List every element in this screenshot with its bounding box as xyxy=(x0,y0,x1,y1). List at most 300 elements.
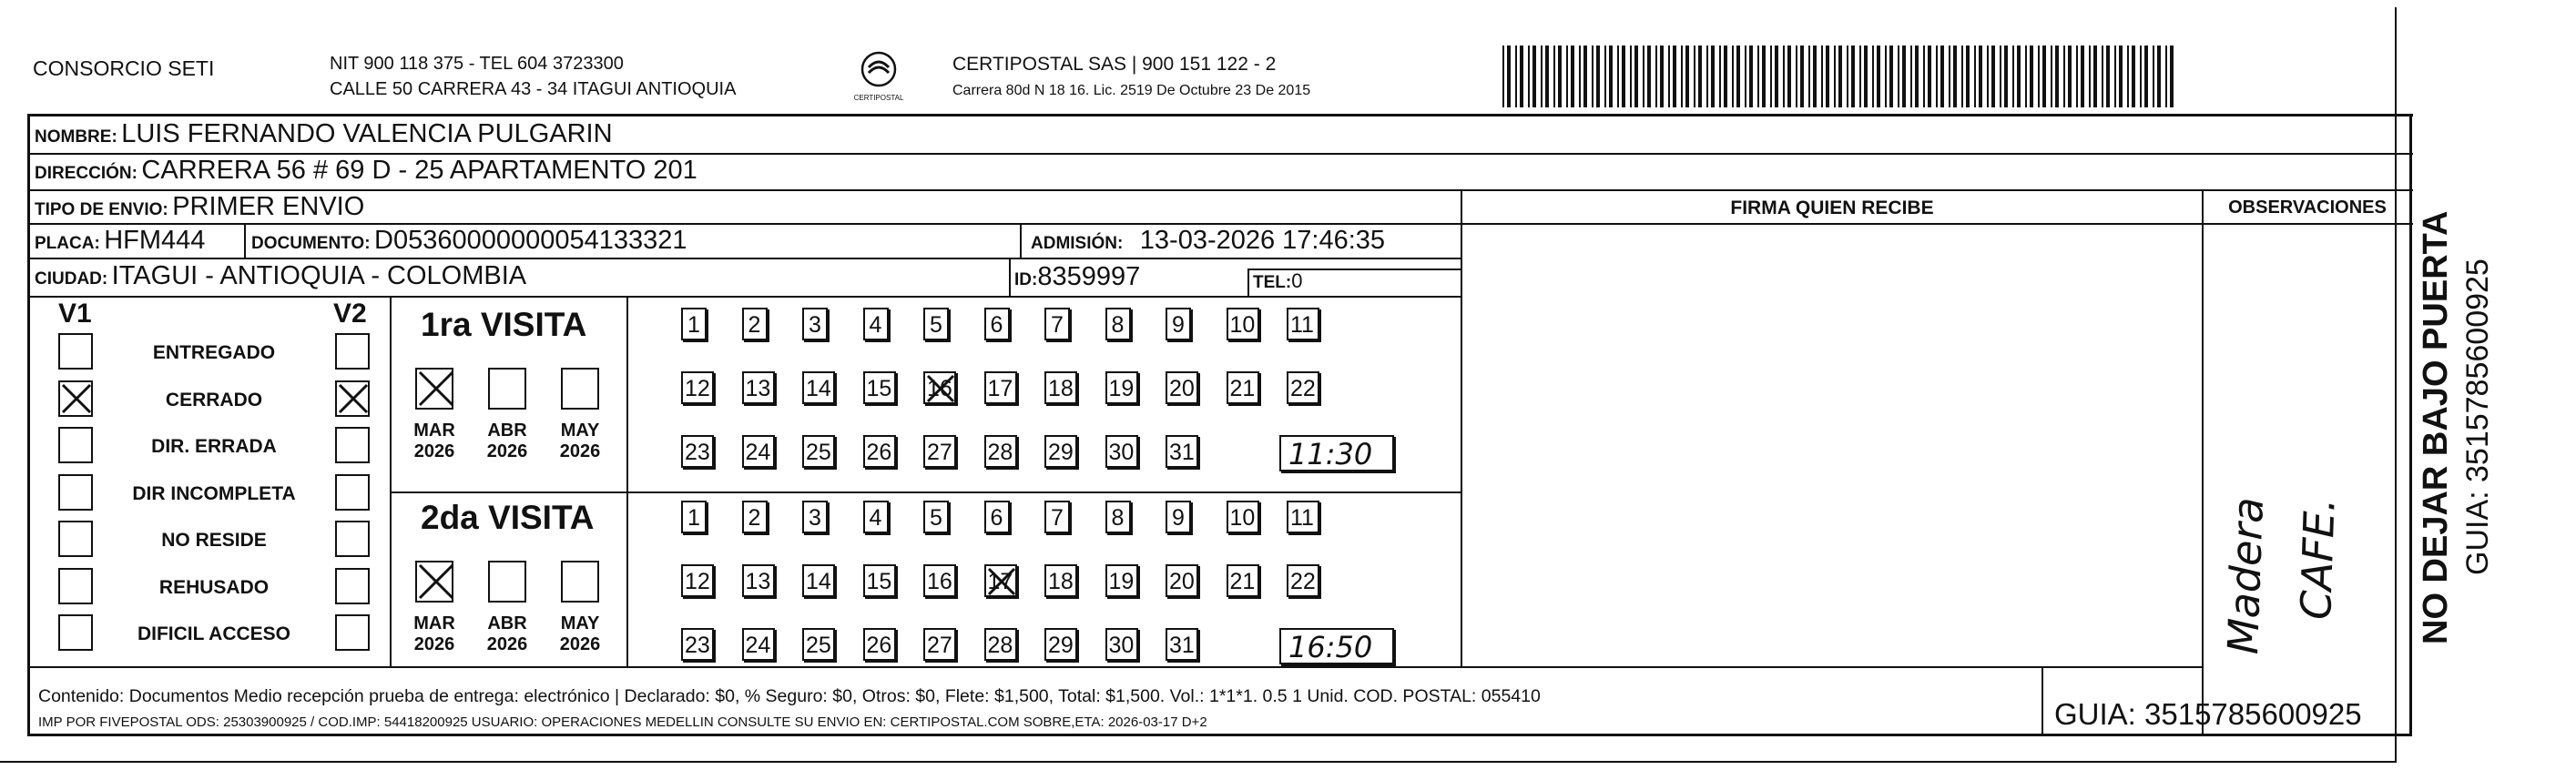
visit-day-number: 25 xyxy=(806,633,831,658)
visit-day-number: 24 xyxy=(745,633,771,658)
v1-checkbox[interactable] xyxy=(58,521,93,557)
visit-day-box[interactable] xyxy=(863,371,896,404)
sheet-bottom-edge xyxy=(0,761,2397,763)
id-value: 8359997 xyxy=(1037,262,1141,291)
barcode-bar xyxy=(2170,46,2174,107)
barcode-bar xyxy=(2051,46,2052,107)
visit-day-number: 18 xyxy=(1048,569,1074,594)
barcode-bar xyxy=(1979,46,1982,107)
handwritten-x-mark xyxy=(417,562,455,601)
barcode-bar xyxy=(1520,46,1523,107)
visit-day-box[interactable] xyxy=(802,564,835,597)
barcode-bar xyxy=(2081,46,2084,107)
form-left-border xyxy=(27,114,30,735)
svg-text:CERTIPOSTAL: CERTIPOSTAL xyxy=(853,94,904,102)
v1-checkbox[interactable] xyxy=(58,333,93,370)
barcode-bar xyxy=(2042,46,2046,107)
barcode-bar xyxy=(1579,46,1581,107)
barcode-bar xyxy=(1507,46,1511,107)
visit-day-number: 17 xyxy=(987,569,1013,594)
barcode-bar xyxy=(1558,46,1562,107)
visit-day-box[interactable] xyxy=(863,435,896,468)
barcode-bar xyxy=(1502,46,1504,107)
visit-day-box[interactable] xyxy=(1227,371,1259,404)
visit-month-checkbox[interactable] xyxy=(415,561,453,603)
barcode-bar xyxy=(2106,46,2110,107)
cell-divider xyxy=(1247,268,1249,296)
barcode-bar xyxy=(1609,46,1613,107)
visit-day-number: 10 xyxy=(1229,505,1256,531)
barcode-bar xyxy=(1838,46,1842,107)
visit-time-handwritten: 16:50 xyxy=(1288,630,1373,664)
visit-month-checkbox[interactable] xyxy=(488,561,526,603)
visit-day-number: 24 xyxy=(745,440,771,465)
visit-day-number: 16 xyxy=(927,569,952,594)
visit-day-box[interactable] xyxy=(1044,501,1070,533)
visit-day-box[interactable] xyxy=(1105,628,1138,661)
barcode-bar xyxy=(2119,46,2123,107)
barcode-bar xyxy=(2004,46,2008,107)
barcode-bar xyxy=(1961,46,1963,107)
barcode-bar xyxy=(2076,46,2078,107)
barcode-bar xyxy=(1634,46,1638,107)
barcode-bar xyxy=(1940,46,1944,107)
barcode-bar xyxy=(1889,46,1893,107)
barcode-bar xyxy=(1528,46,1530,107)
visit-day-number: 1 xyxy=(687,505,700,531)
visit-day-box[interactable] xyxy=(863,501,889,533)
visit-day-number: 20 xyxy=(1169,569,1195,594)
barcode-bar xyxy=(1515,46,1517,107)
visit-day-number: 8 xyxy=(1111,505,1125,531)
barcode-bar xyxy=(1630,46,1632,107)
handwritten-x-mark xyxy=(925,373,956,404)
visit-day-box[interactable] xyxy=(984,564,1017,597)
visit-day-box[interactable] xyxy=(984,435,1017,468)
handwritten-observation-1: Madera xyxy=(2218,496,2273,655)
visit-month-checkbox[interactable] xyxy=(488,368,526,410)
barcode-bar xyxy=(1915,46,1919,107)
firma-header: FIRMA QUIEN RECIBE xyxy=(1730,198,1934,218)
visit-day-box[interactable] xyxy=(1105,371,1138,404)
barcode-bar xyxy=(1762,46,1766,107)
visit-day-box[interactable] xyxy=(1227,308,1259,340)
footer-content-line: Contenido: Documentos Medio recepción prueba de entrega: electrónico | Declarado: $0, % Seguro: $0, Otros: $0, Flete: $1,500, Total: $1,500. Vol.: 1*1*1. 0.5 1 Unid. COD. POSTAL: 055410 xyxy=(38,686,1541,706)
visit-day-box[interactable] xyxy=(802,628,835,661)
cell-divider xyxy=(244,223,246,258)
visit-day-box[interactable] xyxy=(1044,371,1077,404)
visit-day-number: 9 xyxy=(1172,505,1185,531)
v1-checkbox[interactable] xyxy=(58,427,93,463)
visit-day-box[interactable] xyxy=(1287,564,1319,597)
visit-day-box[interactable] xyxy=(1227,501,1259,533)
barcode-bar xyxy=(1757,46,1759,107)
visit-day-number: 13 xyxy=(745,376,771,401)
barcode-bar xyxy=(1719,46,1721,107)
barcode-bar xyxy=(1592,46,1593,107)
visit-day-box[interactable] xyxy=(863,308,889,340)
footer-guia: GUIA: 3515785600925 xyxy=(2054,697,2362,731)
barcode-bar xyxy=(1796,46,1797,107)
company-name: CONSORCIO SETI xyxy=(33,56,215,80)
visit-day-box[interactable] xyxy=(802,501,828,533)
visit-day-box[interactable] xyxy=(984,308,1010,340)
visit-month-checkbox[interactable] xyxy=(415,368,453,410)
visit-day-number: 8 xyxy=(1111,312,1125,338)
barcode-bar xyxy=(1974,46,1976,107)
visit-day-number: 23 xyxy=(685,633,710,658)
barcode-bar xyxy=(1749,46,1753,107)
status-reason-label: CERRADO xyxy=(165,389,263,410)
barcode-bar xyxy=(1604,46,1606,107)
visit-day-number: 11 xyxy=(1290,312,1314,338)
visit-day-box[interactable] xyxy=(923,371,956,404)
visit-day-number: 20 xyxy=(1169,376,1195,401)
visit-day-number: 17 xyxy=(987,376,1013,401)
visit-day-box[interactable] xyxy=(1166,564,1198,597)
visit-day-number: 2 xyxy=(748,505,761,531)
barcode xyxy=(1502,46,2182,109)
visit-day-number: 11 xyxy=(1290,505,1314,531)
handwritten-observation xyxy=(2131,255,2213,382)
visit-day-number: 14 xyxy=(806,376,831,401)
ciudad-value: ITAGUI - ANTIOQUIA - COLOMBIA xyxy=(111,261,527,290)
visit-day-box[interactable] xyxy=(923,628,956,661)
barcode-bar xyxy=(2144,46,2148,107)
visit-day-number: 15 xyxy=(866,569,892,594)
v1-checkbox[interactable] xyxy=(58,614,93,651)
visit-day-box[interactable] xyxy=(742,308,768,340)
visit-day-box[interactable] xyxy=(1166,308,1191,340)
barcode-bar xyxy=(2153,46,2154,107)
visit-day-box[interactable] xyxy=(923,308,949,340)
visit-time-box[interactable] xyxy=(1279,435,1394,471)
visit-day-box[interactable] xyxy=(863,564,896,597)
visit-day-number: 27 xyxy=(927,440,952,465)
barcode-bar xyxy=(1655,46,1657,107)
barcode-bar xyxy=(1851,46,1855,107)
visit-day-box[interactable] xyxy=(1166,501,1191,533)
visit-month-label: ABR 2026 xyxy=(486,420,528,461)
visit-day-number: 18 xyxy=(1048,376,1074,401)
barcode-bar xyxy=(2030,46,2033,107)
visit-day-box[interactable] xyxy=(863,628,896,661)
ciudad-label: CIUDAD: xyxy=(35,269,108,289)
visit-day-number: 22 xyxy=(1290,376,1316,401)
barcode-bar xyxy=(1571,46,1574,107)
visit-day-number: 9 xyxy=(1172,312,1185,338)
visit-day-box[interactable] xyxy=(923,501,949,533)
barcode-bar xyxy=(1553,46,1555,107)
form-top-border xyxy=(27,114,2413,117)
visit-day-box[interactable] xyxy=(984,501,1010,533)
visit-day-box[interactable] xyxy=(742,628,775,661)
barcode-bar xyxy=(1596,46,1600,107)
barcode-bar xyxy=(1834,46,1836,107)
visit-day-box[interactable] xyxy=(802,371,835,404)
barcode-bar xyxy=(1685,46,1689,107)
visit-day-number: 19 xyxy=(1108,569,1135,594)
visit-day-number: 2 xyxy=(748,312,761,338)
row-divider xyxy=(27,153,2413,155)
nit-line: NIT 900 118 375 - TEL 604 3723300 xyxy=(330,54,624,74)
barcode-bar xyxy=(2140,46,2142,107)
visit-day-number: 26 xyxy=(866,440,892,465)
side-warning: NO DEJAR BAJO PUERTA xyxy=(2417,210,2455,644)
barcode-bar xyxy=(1532,46,1536,107)
barcode-bar xyxy=(1885,46,1887,107)
visit-day-box[interactable] xyxy=(923,435,956,468)
barcode-bar xyxy=(1647,46,1651,107)
tipo-value: PRIMER ENVIO xyxy=(172,192,365,221)
visit-day-number: 31 xyxy=(1169,633,1195,658)
v2-checkbox[interactable] xyxy=(335,427,370,463)
visit-day-box[interactable] xyxy=(1166,435,1198,468)
visit-time-box[interactable] xyxy=(1279,628,1394,664)
status-reason-label: NO RESIDE xyxy=(161,530,267,551)
handwritten-x-mark xyxy=(337,382,370,415)
visit-day-number: 28 xyxy=(987,440,1013,465)
nombre-value: LUIS FERNANDO VALENCIA PULGARIN xyxy=(121,119,613,148)
visit-day-number: 23 xyxy=(685,440,710,465)
visit-day-number: 28 xyxy=(987,633,1013,658)
visit-day-box[interactable] xyxy=(1287,308,1319,340)
barcode-bar xyxy=(2012,46,2014,107)
visit-month-label: ABR 2026 xyxy=(486,613,528,654)
barcode-bar xyxy=(1736,46,1740,107)
barcode-bar xyxy=(2068,46,2072,107)
v2-checkbox[interactable] xyxy=(335,568,370,604)
visit-day-box[interactable] xyxy=(681,435,714,468)
visit-day-number: 13 xyxy=(745,569,771,594)
visit-day-number: 12 xyxy=(685,376,710,401)
barcode-bar xyxy=(2157,46,2161,107)
visit-day-box[interactable] xyxy=(681,371,714,404)
v1-checkbox[interactable] xyxy=(58,568,93,604)
visit-day-box[interactable] xyxy=(681,501,707,533)
v2-checkbox[interactable] xyxy=(335,614,370,651)
visit-day-box[interactable] xyxy=(1166,371,1198,404)
visit-day-box[interactable] xyxy=(984,371,1017,404)
visit-day-box[interactable] xyxy=(681,628,714,661)
visit-day-number: 21 xyxy=(1229,376,1256,401)
barcode-bar xyxy=(1872,46,1874,107)
barcode-bar xyxy=(1724,46,1727,107)
visit-day-box[interactable] xyxy=(802,435,835,468)
barcode-bar xyxy=(2127,46,2129,107)
visit-month-checkbox[interactable] xyxy=(561,561,599,603)
visit-day-number: 3 xyxy=(809,505,821,531)
month-day-divider xyxy=(626,296,628,666)
visit-day-number: 3 xyxy=(809,312,821,338)
visit-day-box[interactable] xyxy=(1166,628,1198,661)
v2-checkbox[interactable] xyxy=(335,521,370,557)
visit-day-number: 27 xyxy=(927,633,952,658)
visit-day-number: 6 xyxy=(990,312,1003,338)
barcode-bar xyxy=(1711,46,1715,107)
barcode-bar xyxy=(2165,46,2167,107)
barcode-bar xyxy=(1859,46,1861,107)
v1-checkbox[interactable] xyxy=(58,474,93,511)
barcode-bar xyxy=(2089,46,2091,107)
visit-day-box[interactable] xyxy=(742,501,768,533)
visit-day-box[interactable] xyxy=(1105,435,1138,468)
barcode-bar xyxy=(2132,46,2135,107)
visit-day-box[interactable] xyxy=(681,564,714,597)
v2-checkbox[interactable] xyxy=(335,474,370,511)
barcode-bar xyxy=(1910,46,1912,107)
address-line: CALLE 50 CARRERA 43 - 34 ITAGUI ANTIOQUIA xyxy=(330,79,737,99)
documento-value: D05360000000054133321 xyxy=(374,226,687,255)
tel-value: 0 xyxy=(1291,269,1303,292)
visit-day-box[interactable] xyxy=(1287,371,1319,404)
tipo-label: TIPO DE ENVIO: xyxy=(35,200,168,219)
admision-value: 13-03-2026 17:46:35 xyxy=(1139,226,1386,255)
certipostal-logo xyxy=(847,49,911,106)
admision-label: ADMISIÓN: xyxy=(1031,234,1124,253)
status-reason-label: REHUSADO xyxy=(158,576,270,598)
nombre-label: NOMBRE: xyxy=(35,127,117,147)
firma-left-divider xyxy=(1461,189,1462,666)
visit-time-handwritten: 11:30 xyxy=(1288,437,1373,471)
barcode-bar xyxy=(1826,46,1829,107)
visit-day-box[interactable] xyxy=(1105,308,1131,340)
visit-day-number: 21 xyxy=(1229,569,1256,594)
visit-day-number: 15 xyxy=(866,376,892,401)
v1-label: V1 xyxy=(58,299,92,329)
row-divider xyxy=(27,223,2413,225)
visit-day-number: 10 xyxy=(1229,312,1256,338)
visit-2-title: 2da VISITA xyxy=(421,499,595,536)
visit-day-number: 5 xyxy=(930,505,942,531)
barcode-bar xyxy=(1902,46,1906,107)
barcode-bar xyxy=(1681,46,1683,107)
visit-month-label: MAY 2026 xyxy=(559,613,601,654)
visit-day-box[interactable] xyxy=(742,564,775,597)
barcode-bar xyxy=(1673,46,1676,107)
barcode-bar xyxy=(1541,46,1543,107)
cell-divider xyxy=(1009,258,1011,296)
visit-day-number: 19 xyxy=(1108,376,1135,401)
visit-day-number: 7 xyxy=(1051,312,1064,338)
visit-day-box[interactable] xyxy=(742,371,775,404)
visit-day-box[interactable] xyxy=(1044,308,1070,340)
visit-day-number: 30 xyxy=(1108,633,1135,658)
visit-day-box[interactable] xyxy=(681,308,707,340)
sheet-edge xyxy=(2395,7,2397,763)
handwritten-x-mark xyxy=(986,566,1017,597)
visit-day-number: 31 xyxy=(1169,440,1195,465)
placa-label: PLACA: xyxy=(35,234,100,253)
footer-imp-line: IMP POR FIVEPOSTAL ODS: 25303900925 / COD.IMP: 54418200925 USUARIO: OPERACIONES MEDELLIN CONSULTE SU ENVIO EN: CERTIPOSTAL.COM SOBRE,ETA: 2026-03-17 D+2 xyxy=(38,714,1207,730)
status-reason-label: DIR INCOMPLETA xyxy=(132,482,296,504)
visit-day-box[interactable] xyxy=(984,628,1017,661)
visit-month-label: MAY 2026 xyxy=(559,420,601,461)
barcode-bar xyxy=(1770,46,1772,107)
visit-day-box[interactable] xyxy=(1105,564,1138,597)
visit-day-number: 6 xyxy=(990,505,1003,531)
barcode-bar xyxy=(2114,46,2116,107)
form-right-border xyxy=(2409,114,2412,735)
barcode-bar xyxy=(1864,46,1868,107)
barcode-bar xyxy=(1617,46,1619,107)
barcode-bar xyxy=(1953,46,1957,107)
visit-day-box[interactable] xyxy=(802,308,828,340)
visit-day-box[interactable] xyxy=(1105,501,1131,533)
barcode-bar xyxy=(1877,46,1880,107)
footer-top-border xyxy=(27,666,2204,668)
visit-day-box[interactable] xyxy=(1044,564,1077,597)
barcode-bar xyxy=(1813,46,1817,107)
barcode-bar xyxy=(1928,46,1931,107)
barcode-bar xyxy=(1923,46,1925,107)
handwritten-observation-2: CAFE. xyxy=(2291,497,2345,621)
v2-checkbox[interactable] xyxy=(335,380,370,417)
barcode-bar xyxy=(1800,46,1804,107)
placa-value: HFM444 xyxy=(104,226,206,255)
v2-label: V2 xyxy=(333,299,367,329)
visit-day-number: 29 xyxy=(1048,633,1074,658)
visit-day-box[interactable] xyxy=(1227,564,1259,597)
visit-day-number: 22 xyxy=(1290,569,1316,594)
visit-day-number: 26 xyxy=(866,633,892,658)
status-visit-divider xyxy=(390,296,392,666)
barcode-bar xyxy=(1787,46,1791,107)
row-divider xyxy=(27,189,2413,191)
visit-month-checkbox[interactable] xyxy=(561,368,599,410)
tel-label: TEL: xyxy=(1253,273,1292,292)
visit-month-label: MAR 2026 xyxy=(413,613,455,654)
visit-day-box[interactable] xyxy=(1287,501,1319,533)
cell-divider xyxy=(1020,223,1022,258)
barcode-bar xyxy=(1545,46,1549,107)
status-reason-label: DIR. ERRADA xyxy=(151,436,277,457)
barcode-bar xyxy=(2017,46,2021,107)
barcode-bar xyxy=(1698,46,1702,107)
id-label: ID: xyxy=(1014,270,1038,289)
visit-month-label: MAR 2026 xyxy=(413,420,455,461)
v1-checkbox[interactable] xyxy=(58,380,93,417)
barcode-bar xyxy=(2000,46,2001,107)
barcode-bar xyxy=(2038,46,2040,107)
row-divider xyxy=(27,296,1462,298)
visit-day-number: 1 xyxy=(687,312,700,338)
visit-day-number: 25 xyxy=(806,440,831,465)
barcode-bar xyxy=(1936,46,1938,107)
barcode-bar xyxy=(1694,46,1695,107)
visit-day-number: 14 xyxy=(806,569,831,594)
form-bottom-border xyxy=(27,734,2412,736)
barcode-bar xyxy=(2055,46,2059,107)
visit-day-box[interactable] xyxy=(923,564,956,597)
barcode-bar xyxy=(1706,46,1708,107)
barcode-bar xyxy=(2093,46,2097,107)
barcode-bar xyxy=(1745,46,1746,107)
v2-checkbox[interactable] xyxy=(335,333,370,370)
barcode-bar xyxy=(1775,46,1778,107)
barcode-bar xyxy=(1643,46,1644,107)
visit-day-number: 29 xyxy=(1048,440,1074,465)
status-reason-label: DIFICIL ACCESO xyxy=(137,623,290,644)
barcode-bar xyxy=(1991,46,1995,107)
side-guia: GUIA: 3515785600925 xyxy=(2460,258,2495,575)
visit-day-box[interactable] xyxy=(742,435,775,468)
barcode-bar xyxy=(1566,46,1568,107)
visit-day-box[interactable] xyxy=(1044,628,1077,661)
barcode-bar xyxy=(1622,46,1625,107)
visit-day-box[interactable] xyxy=(1044,435,1077,468)
visit-day-number: 4 xyxy=(869,505,882,531)
